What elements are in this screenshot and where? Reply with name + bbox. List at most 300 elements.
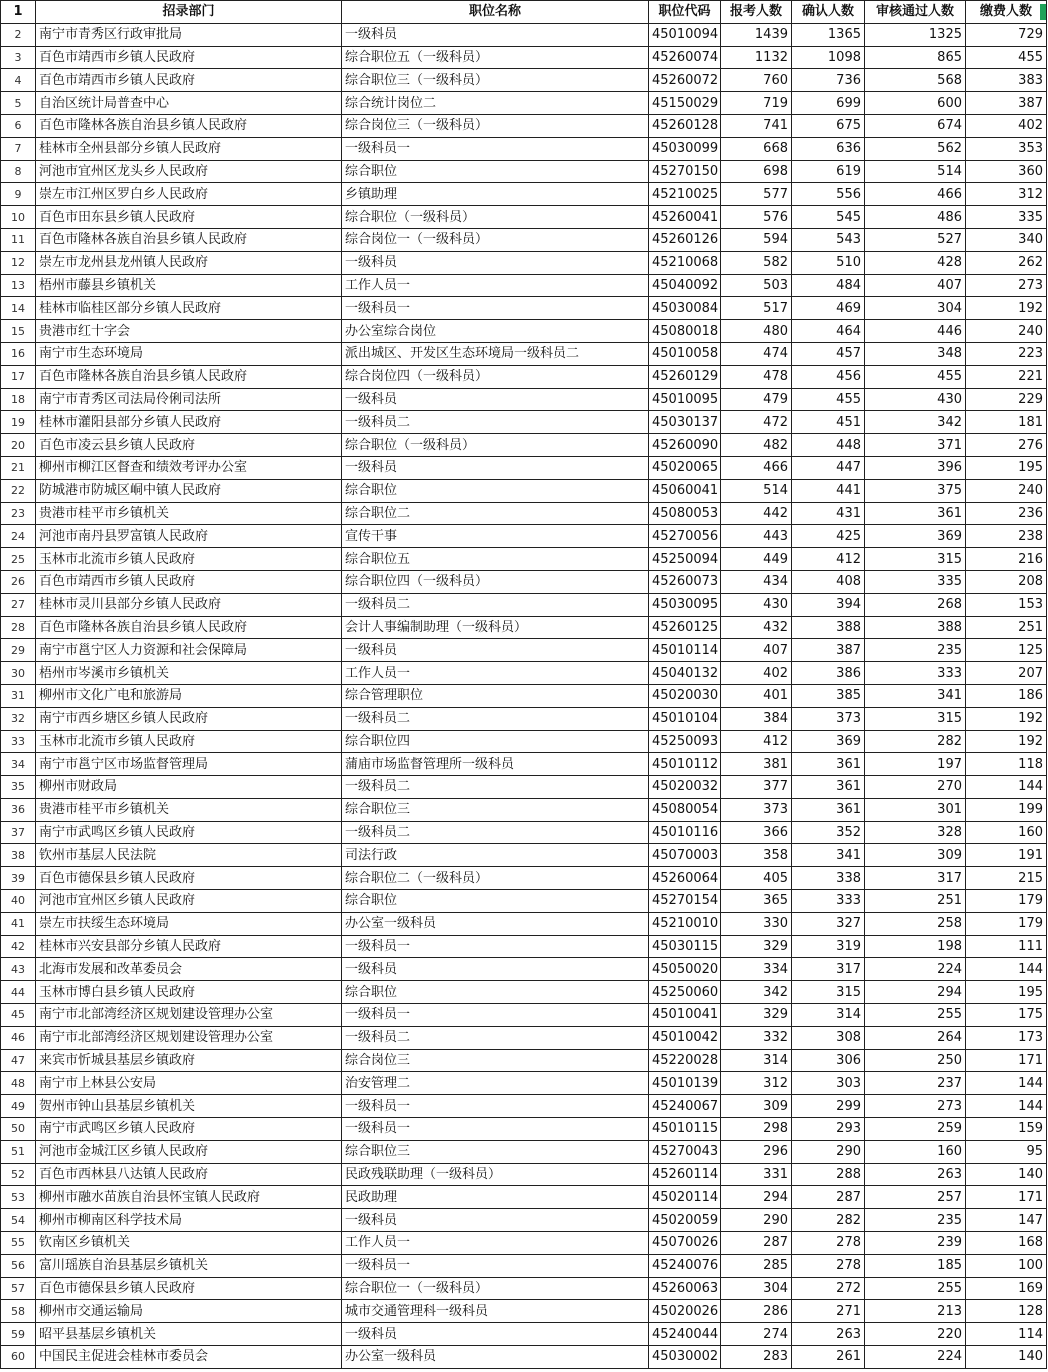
cell-department[interactable]: 百色市西林县八达镇人民政府 (36, 1163, 342, 1186)
cell-approved[interactable]: 317 (865, 867, 966, 890)
cell-approved[interactable]: 237 (865, 1072, 966, 1095)
cell-confirmed[interactable]: 278 (792, 1254, 865, 1277)
row-number[interactable]: 28 (1, 616, 36, 639)
cell-applicants[interactable]: 1132 (721, 46, 792, 69)
cell-approved[interactable]: 430 (865, 388, 966, 411)
cell-position-name[interactable]: 综合职位 (342, 890, 649, 913)
cell-confirmed[interactable]: 455 (792, 388, 865, 411)
cell-approved[interactable]: 263 (865, 1163, 966, 1186)
cell-department[interactable]: 钦州市基层人民法院 (36, 844, 342, 867)
row-number[interactable]: 25 (1, 548, 36, 571)
cell-applicants[interactable]: 442 (721, 502, 792, 525)
cell-approved[interactable]: 388 (865, 616, 966, 639)
cell-department[interactable]: 百色市靖西市乡镇人民政府 (36, 570, 342, 593)
cell-applicants[interactable]: 402 (721, 662, 792, 685)
cell-applicants[interactable]: 283 (721, 1346, 792, 1369)
cell-paid[interactable]: 223 (966, 342, 1047, 365)
cell-position-name[interactable]: 一级科员二 (342, 707, 649, 730)
cell-paid[interactable]: 173 (966, 1026, 1047, 1049)
cell-paid[interactable]: 240 (966, 320, 1047, 343)
cell-department[interactable]: 南宁市北部湾经济区规划建设管理办公室 (36, 1026, 342, 1049)
cell-department[interactable]: 百色市德保县乡镇人民政府 (36, 1277, 342, 1300)
cell-position-name[interactable]: 综合岗位三（一级科员） (342, 114, 649, 137)
cell-confirmed[interactable]: 448 (792, 434, 865, 457)
cell-paid[interactable]: 387 (966, 92, 1047, 115)
cell-approved[interactable]: 371 (865, 434, 966, 457)
cell-paid[interactable]: 168 (966, 1232, 1047, 1255)
cell-position-name[interactable]: 综合职位 (342, 479, 649, 502)
cell-department[interactable]: 柳州市交通运输局 (36, 1300, 342, 1323)
cell-approved[interactable]: 282 (865, 730, 966, 753)
cell-approved[interactable]: 428 (865, 251, 966, 274)
row-number[interactable]: 33 (1, 730, 36, 753)
cell-position-name[interactable]: 城市交通管理科一级科员 (342, 1300, 649, 1323)
cell-position-name[interactable]: 一级科员 (342, 388, 649, 411)
cell-approved[interactable]: 259 (865, 1118, 966, 1141)
row-number[interactable]: 11 (1, 228, 36, 251)
cell-department[interactable]: 自治区统计局普查中心 (36, 92, 342, 115)
cell-applicants[interactable]: 290 (721, 1209, 792, 1232)
row-number[interactable]: 40 (1, 890, 36, 913)
cell-paid[interactable]: 186 (966, 684, 1047, 707)
cell-approved[interactable]: 466 (865, 183, 966, 206)
cell-paid[interactable]: 171 (966, 1186, 1047, 1209)
cell-position-name[interactable]: 一级科员一 (342, 137, 649, 160)
cell-paid[interactable]: 276 (966, 434, 1047, 457)
cell-confirmed[interactable]: 619 (792, 160, 865, 183)
cell-department[interactable]: 百色市德保县乡镇人民政府 (36, 867, 342, 890)
cell-position-code[interactable]: 45260129 (649, 365, 721, 388)
cell-approved[interactable]: 235 (865, 1209, 966, 1232)
cell-department[interactable]: 贵港市红十字会 (36, 320, 342, 343)
cell-approved[interactable]: 213 (865, 1300, 966, 1323)
cell-confirmed[interactable]: 451 (792, 411, 865, 434)
cell-department[interactable]: 梧州市藤县乡镇机关 (36, 274, 342, 297)
cell-approved[interactable]: 446 (865, 320, 966, 343)
cell-position-code[interactable]: 45010041 (649, 1004, 721, 1027)
cell-position-name[interactable]: 一级科员二 (342, 821, 649, 844)
cell-paid[interactable]: 216 (966, 548, 1047, 571)
cell-position-name[interactable]: 工作人员一 (342, 274, 649, 297)
cell-applicants[interactable]: 274 (721, 1323, 792, 1346)
cell-confirmed[interactable]: 543 (792, 228, 865, 251)
cell-applicants[interactable]: 503 (721, 274, 792, 297)
cell-paid[interactable]: 251 (966, 616, 1047, 639)
cell-applicants[interactable]: 443 (721, 525, 792, 548)
cell-approved[interactable]: 342 (865, 411, 966, 434)
cell-paid[interactable]: 229 (966, 388, 1047, 411)
cell-applicants[interactable]: 449 (721, 548, 792, 571)
cell-confirmed[interactable]: 314 (792, 1004, 865, 1027)
cell-approved[interactable]: 455 (865, 365, 966, 388)
cell-department[interactable]: 中国民主促进会桂林市委员会 (36, 1346, 342, 1369)
cell-department[interactable]: 河池市金城江区乡镇人民政府 (36, 1140, 342, 1163)
cell-approved[interactable]: 865 (865, 46, 966, 69)
cell-paid[interactable]: 159 (966, 1118, 1047, 1141)
cell-position-code[interactable]: 45240076 (649, 1254, 721, 1277)
cell-confirmed[interactable]: 736 (792, 69, 865, 92)
cell-approved[interactable]: 1325 (865, 23, 966, 46)
cell-approved[interactable]: 407 (865, 274, 966, 297)
row-number[interactable]: 5 (1, 92, 36, 115)
cell-applicants[interactable]: 381 (721, 753, 792, 776)
cell-position-name[interactable]: 办公室综合岗位 (342, 320, 649, 343)
cell-confirmed[interactable]: 387 (792, 639, 865, 662)
cell-position-code[interactable]: 45040132 (649, 662, 721, 685)
cell-position-code[interactable]: 45270150 (649, 160, 721, 183)
row-number[interactable]: 27 (1, 593, 36, 616)
cell-position-name[interactable]: 一级科员 (342, 1209, 649, 1232)
cell-confirmed[interactable]: 261 (792, 1346, 865, 1369)
cell-applicants[interactable]: 298 (721, 1118, 792, 1141)
cell-position-name[interactable]: 综合岗位三 (342, 1049, 649, 1072)
cell-department[interactable]: 南宁市上林县公安局 (36, 1072, 342, 1095)
cell-position-name[interactable]: 综合职位（一级科员） (342, 434, 649, 457)
cell-approved[interactable]: 294 (865, 981, 966, 1004)
cell-department[interactable]: 柳州市融水苗族自治县怀宝镇人民政府 (36, 1186, 342, 1209)
header-position-name[interactable]: 职位名称 (342, 1, 649, 24)
cell-applicants[interactable]: 332 (721, 1026, 792, 1049)
cell-approved[interactable]: 239 (865, 1232, 966, 1255)
cell-confirmed[interactable]: 469 (792, 297, 865, 320)
cell-department[interactable]: 百色市隆林各族自治县乡镇人民政府 (36, 616, 342, 639)
cell-approved[interactable]: 251 (865, 890, 966, 913)
cell-position-name[interactable]: 综合职位四（一级科员） (342, 570, 649, 593)
cell-confirmed[interactable]: 545 (792, 206, 865, 229)
cell-position-code[interactable]: 45060041 (649, 479, 721, 502)
cell-department[interactable]: 崇左市扶绥生态环境局 (36, 912, 342, 935)
cell-confirmed[interactable]: 636 (792, 137, 865, 160)
row-number[interactable]: 10 (1, 206, 36, 229)
cell-applicants[interactable]: 377 (721, 776, 792, 799)
cell-paid[interactable]: 160 (966, 821, 1047, 844)
cell-applicants[interactable]: 331 (721, 1163, 792, 1186)
cell-position-name[interactable]: 一级科员 (342, 639, 649, 662)
cell-applicants[interactable]: 365 (721, 890, 792, 913)
cell-position-name[interactable]: 一级科员二 (342, 1026, 649, 1049)
cell-position-name[interactable]: 一级科员二 (342, 776, 649, 799)
row-number[interactable]: 56 (1, 1254, 36, 1277)
cell-approved[interactable]: 224 (865, 958, 966, 981)
cell-confirmed[interactable]: 1098 (792, 46, 865, 69)
cell-approved[interactable]: 527 (865, 228, 966, 251)
cell-department[interactable]: 柳州市财政局 (36, 776, 342, 799)
cell-position-code[interactable]: 45040092 (649, 274, 721, 297)
cell-confirmed[interactable]: 288 (792, 1163, 865, 1186)
cell-paid[interactable]: 236 (966, 502, 1047, 525)
cell-department[interactable]: 南宁市青秀区司法局伶俐司法所 (36, 388, 342, 411)
cell-approved[interactable]: 396 (865, 456, 966, 479)
cell-paid[interactable]: 238 (966, 525, 1047, 548)
row-number[interactable]: 52 (1, 1163, 36, 1186)
row-number[interactable]: 53 (1, 1186, 36, 1209)
cell-applicants[interactable]: 719 (721, 92, 792, 115)
cell-position-code[interactable]: 45080018 (649, 320, 721, 343)
cell-approved[interactable]: 257 (865, 1186, 966, 1209)
cell-approved[interactable]: 220 (865, 1323, 966, 1346)
cell-department[interactable]: 南宁市邕宁区人力资源和社会保障局 (36, 639, 342, 662)
cell-approved[interactable]: 235 (865, 639, 966, 662)
cell-position-name[interactable]: 办公室一级科员 (342, 912, 649, 935)
cell-applicants[interactable]: 514 (721, 479, 792, 502)
cell-applicants[interactable]: 329 (721, 1004, 792, 1027)
cell-department[interactable]: 柳州市柳江区督查和绩效考评办公室 (36, 456, 342, 479)
cell-approved[interactable]: 315 (865, 548, 966, 571)
cell-paid[interactable]: 353 (966, 137, 1047, 160)
cell-position-code[interactable]: 45030095 (649, 593, 721, 616)
row-number[interactable]: 48 (1, 1072, 36, 1095)
cell-paid[interactable]: 100 (966, 1254, 1047, 1277)
cell-paid[interactable]: 335 (966, 206, 1047, 229)
cell-paid[interactable]: 144 (966, 958, 1047, 981)
cell-confirmed[interactable]: 456 (792, 365, 865, 388)
row-number[interactable]: 20 (1, 434, 36, 457)
row-number[interactable]: 13 (1, 274, 36, 297)
cell-applicants[interactable]: 366 (721, 821, 792, 844)
row-number[interactable]: 26 (1, 570, 36, 593)
cell-department[interactable]: 钦南区乡镇机关 (36, 1232, 342, 1255)
cell-confirmed[interactable]: 373 (792, 707, 865, 730)
row-number[interactable]: 60 (1, 1346, 36, 1369)
cell-department[interactable]: 防城港市防城区峒中镇人民政府 (36, 479, 342, 502)
cell-department[interactable]: 百色市靖西市乡镇人民政府 (36, 46, 342, 69)
cell-approved[interactable]: 255 (865, 1277, 966, 1300)
cell-department[interactable]: 南宁市青秀区行政审批局 (36, 23, 342, 46)
cell-position-code[interactable]: 45070026 (649, 1232, 721, 1255)
cell-position-name[interactable]: 一级科员一 (342, 1004, 649, 1027)
cell-department[interactable]: 桂林市临桂区部分乡镇人民政府 (36, 297, 342, 320)
cell-paid[interactable]: 192 (966, 297, 1047, 320)
cell-position-name[interactable]: 治安管理二 (342, 1072, 649, 1095)
cell-paid[interactable]: 118 (966, 753, 1047, 776)
cell-confirmed[interactable]: 408 (792, 570, 865, 593)
cell-applicants[interactable]: 384 (721, 707, 792, 730)
cell-applicants[interactable]: 478 (721, 365, 792, 388)
row-number[interactable]: 34 (1, 753, 36, 776)
cell-department[interactable]: 百色市凌云县乡镇人民政府 (36, 434, 342, 457)
cell-applicants[interactable]: 430 (721, 593, 792, 616)
cell-position-name[interactable]: 一级科员一 (342, 297, 649, 320)
cell-approved[interactable]: 375 (865, 479, 966, 502)
cell-confirmed[interactable]: 394 (792, 593, 865, 616)
cell-department[interactable]: 百色市靖西市乡镇人民政府 (36, 69, 342, 92)
cell-paid[interactable]: 360 (966, 160, 1047, 183)
cell-position-code[interactable]: 45010114 (649, 639, 721, 662)
cell-confirmed[interactable]: 299 (792, 1095, 865, 1118)
cell-applicants[interactable]: 479 (721, 388, 792, 411)
cell-position-code[interactable]: 45260128 (649, 114, 721, 137)
row-number[interactable]: 21 (1, 456, 36, 479)
cell-applicants[interactable]: 407 (721, 639, 792, 662)
cell-position-code[interactable]: 45010112 (649, 753, 721, 776)
cell-position-code[interactable]: 45010095 (649, 388, 721, 411)
cell-department[interactable]: 崇左市江州区罗白乡人民政府 (36, 183, 342, 206)
cell-confirmed[interactable]: 556 (792, 183, 865, 206)
cell-paid[interactable]: 144 (966, 1095, 1047, 1118)
cell-department[interactable]: 来宾市忻城县基层乡镇政府 (36, 1049, 342, 1072)
cell-approved[interactable]: 264 (865, 1026, 966, 1049)
cell-position-name[interactable]: 综合职位二（一级科员） (342, 867, 649, 890)
row-number[interactable]: 14 (1, 297, 36, 320)
cell-position-name[interactable]: 办公室一级科员 (342, 1346, 649, 1369)
cell-department[interactable]: 南宁市生态环境局 (36, 342, 342, 365)
cell-applicants[interactable]: 474 (721, 342, 792, 365)
cell-paid[interactable]: 179 (966, 890, 1047, 913)
cell-applicants[interactable]: 412 (721, 730, 792, 753)
cell-position-code[interactable]: 45020032 (649, 776, 721, 799)
cell-paid[interactable]: 402 (966, 114, 1047, 137)
cell-paid[interactable]: 192 (966, 707, 1047, 730)
header-approved[interactable]: 审核通过人数 (865, 1, 966, 24)
row-number[interactable]: 18 (1, 388, 36, 411)
cell-paid[interactable]: 179 (966, 912, 1047, 935)
cell-confirmed[interactable]: 1365 (792, 23, 865, 46)
cell-applicants[interactable]: 287 (721, 1232, 792, 1255)
cell-position-code[interactable]: 45260064 (649, 867, 721, 890)
cell-confirmed[interactable]: 369 (792, 730, 865, 753)
cell-position-code[interactable]: 45010058 (649, 342, 721, 365)
cell-paid[interactable]: 125 (966, 639, 1047, 662)
cell-approved[interactable]: 568 (865, 69, 966, 92)
cell-department[interactable]: 梧州市岑溪市乡镇机关 (36, 662, 342, 685)
row-number[interactable]: 39 (1, 867, 36, 890)
cell-position-code[interactable]: 45260063 (649, 1277, 721, 1300)
cell-position-code[interactable]: 45240067 (649, 1095, 721, 1118)
cell-approved[interactable]: 348 (865, 342, 966, 365)
cell-position-code[interactable]: 45030137 (649, 411, 721, 434)
cell-approved[interactable]: 270 (865, 776, 966, 799)
row-number[interactable]: 3 (1, 46, 36, 69)
cell-confirmed[interactable]: 464 (792, 320, 865, 343)
cell-position-name[interactable]: 综合职位五（一级科员） (342, 46, 649, 69)
row-number[interactable]: 46 (1, 1026, 36, 1049)
header-applicants[interactable]: 报考人数 (721, 1, 792, 24)
cell-department[interactable]: 贺州市钟山县基层乡镇机关 (36, 1095, 342, 1118)
cell-approved[interactable]: 562 (865, 137, 966, 160)
cell-position-name[interactable]: 一级科员一 (342, 1254, 649, 1277)
cell-paid[interactable]: 171 (966, 1049, 1047, 1072)
cell-position-name[interactable]: 派出城区、开发区生态环境局一级科员二 (342, 342, 649, 365)
cell-department[interactable]: 河池市宜州区乡镇人民政府 (36, 890, 342, 913)
cell-department[interactable]: 玉林市北流市乡镇人民政府 (36, 548, 342, 571)
cell-applicants[interactable]: 342 (721, 981, 792, 1004)
cell-paid[interactable]: 140 (966, 1163, 1047, 1186)
cell-position-code[interactable]: 45260041 (649, 206, 721, 229)
cell-confirmed[interactable]: 386 (792, 662, 865, 685)
cell-applicants[interactable]: 334 (721, 958, 792, 981)
cell-applicants[interactable]: 312 (721, 1072, 792, 1095)
cell-applicants[interactable]: 741 (721, 114, 792, 137)
cell-position-code[interactable]: 45210025 (649, 183, 721, 206)
row-number[interactable]: 57 (1, 1277, 36, 1300)
cell-paid[interactable]: 195 (966, 456, 1047, 479)
cell-position-code[interactable]: 45030084 (649, 297, 721, 320)
row-number[interactable]: 16 (1, 342, 36, 365)
cell-position-code[interactable]: 45020065 (649, 456, 721, 479)
cell-position-code[interactable]: 45260126 (649, 228, 721, 251)
cell-position-name[interactable]: 综合职位五 (342, 548, 649, 571)
cell-position-code[interactable]: 45250094 (649, 548, 721, 571)
cell-department[interactable]: 河池市宜州区龙头乡人民政府 (36, 160, 342, 183)
cell-paid[interactable]: 240 (966, 479, 1047, 502)
cell-position-code[interactable]: 45010094 (649, 23, 721, 46)
cell-paid[interactable]: 114 (966, 1323, 1047, 1346)
row-number[interactable]: 49 (1, 1095, 36, 1118)
cell-department[interactable]: 南宁市邕宁区市场监督管理局 (36, 753, 342, 776)
cell-position-name[interactable]: 一级科员 (342, 251, 649, 274)
cell-confirmed[interactable]: 352 (792, 821, 865, 844)
header-position-code[interactable]: 职位代码 (649, 1, 721, 24)
cell-department[interactable]: 桂林市兴安县部分乡镇人民政府 (36, 935, 342, 958)
row-number[interactable]: 23 (1, 502, 36, 525)
cell-confirmed[interactable]: 306 (792, 1049, 865, 1072)
cell-position-code[interactable]: 45260072 (649, 69, 721, 92)
cell-confirmed[interactable]: 317 (792, 958, 865, 981)
cell-confirmed[interactable]: 361 (792, 798, 865, 821)
cell-position-code[interactable]: 45250060 (649, 981, 721, 1004)
row-number[interactable]: 6 (1, 114, 36, 137)
cell-position-name[interactable]: 一级科员一 (342, 1095, 649, 1118)
cell-confirmed[interactable]: 278 (792, 1232, 865, 1255)
cell-position-name[interactable]: 综合职位三 (342, 1140, 649, 1163)
row-number[interactable]: 36 (1, 798, 36, 821)
cell-department[interactable]: 桂林市全州县部分乡镇人民政府 (36, 137, 342, 160)
row-number[interactable]: 54 (1, 1209, 36, 1232)
row-number[interactable]: 47 (1, 1049, 36, 1072)
cell-position-name[interactable]: 乡镇助理 (342, 183, 649, 206)
cell-position-code[interactable]: 45020026 (649, 1300, 721, 1323)
cell-confirmed[interactable]: 457 (792, 342, 865, 365)
cell-confirmed[interactable]: 484 (792, 274, 865, 297)
cell-confirmed[interactable]: 699 (792, 92, 865, 115)
cell-approved[interactable]: 273 (865, 1095, 966, 1118)
cell-paid[interactable]: 215 (966, 867, 1047, 890)
cell-position-code[interactable]: 45020030 (649, 684, 721, 707)
row-number[interactable]: 7 (1, 137, 36, 160)
cell-paid[interactable]: 383 (966, 69, 1047, 92)
cell-paid[interactable]: 192 (966, 730, 1047, 753)
cell-position-name[interactable]: 一级科员二 (342, 411, 649, 434)
cell-applicants[interactable]: 594 (721, 228, 792, 251)
cell-confirmed[interactable]: 293 (792, 1118, 865, 1141)
cell-applicants[interactable]: 480 (721, 320, 792, 343)
cell-position-code[interactable]: 45080054 (649, 798, 721, 821)
cell-applicants[interactable]: 314 (721, 1049, 792, 1072)
cell-confirmed[interactable]: 675 (792, 114, 865, 137)
row-number[interactable]: 38 (1, 844, 36, 867)
row-number[interactable]: 51 (1, 1140, 36, 1163)
cell-confirmed[interactable]: 412 (792, 548, 865, 571)
cell-paid[interactable]: 169 (966, 1277, 1047, 1300)
cell-paid[interactable]: 207 (966, 662, 1047, 685)
cell-department[interactable]: 桂林市灌阳县部分乡镇人民政府 (36, 411, 342, 434)
cell-position-code[interactable]: 45260125 (649, 616, 721, 639)
cell-position-name[interactable]: 民政助理 (342, 1186, 649, 1209)
row-number[interactable]: 35 (1, 776, 36, 799)
cell-confirmed[interactable]: 290 (792, 1140, 865, 1163)
cell-applicants[interactable]: 466 (721, 456, 792, 479)
cell-department[interactable]: 富川瑶族自治县基层乡镇机关 (36, 1254, 342, 1277)
cell-applicants[interactable]: 1439 (721, 23, 792, 46)
cell-position-code[interactable]: 45260090 (649, 434, 721, 457)
cell-position-name[interactable]: 一级科员一 (342, 935, 649, 958)
cell-paid[interactable]: 95 (966, 1140, 1047, 1163)
header-confirmed[interactable]: 确认人数 (792, 1, 865, 24)
cell-position-code[interactable]: 45010115 (649, 1118, 721, 1141)
cell-position-code[interactable]: 45210010 (649, 912, 721, 935)
cell-applicants[interactable]: 517 (721, 297, 792, 320)
cell-position-name[interactable]: 综合职位 (342, 160, 649, 183)
